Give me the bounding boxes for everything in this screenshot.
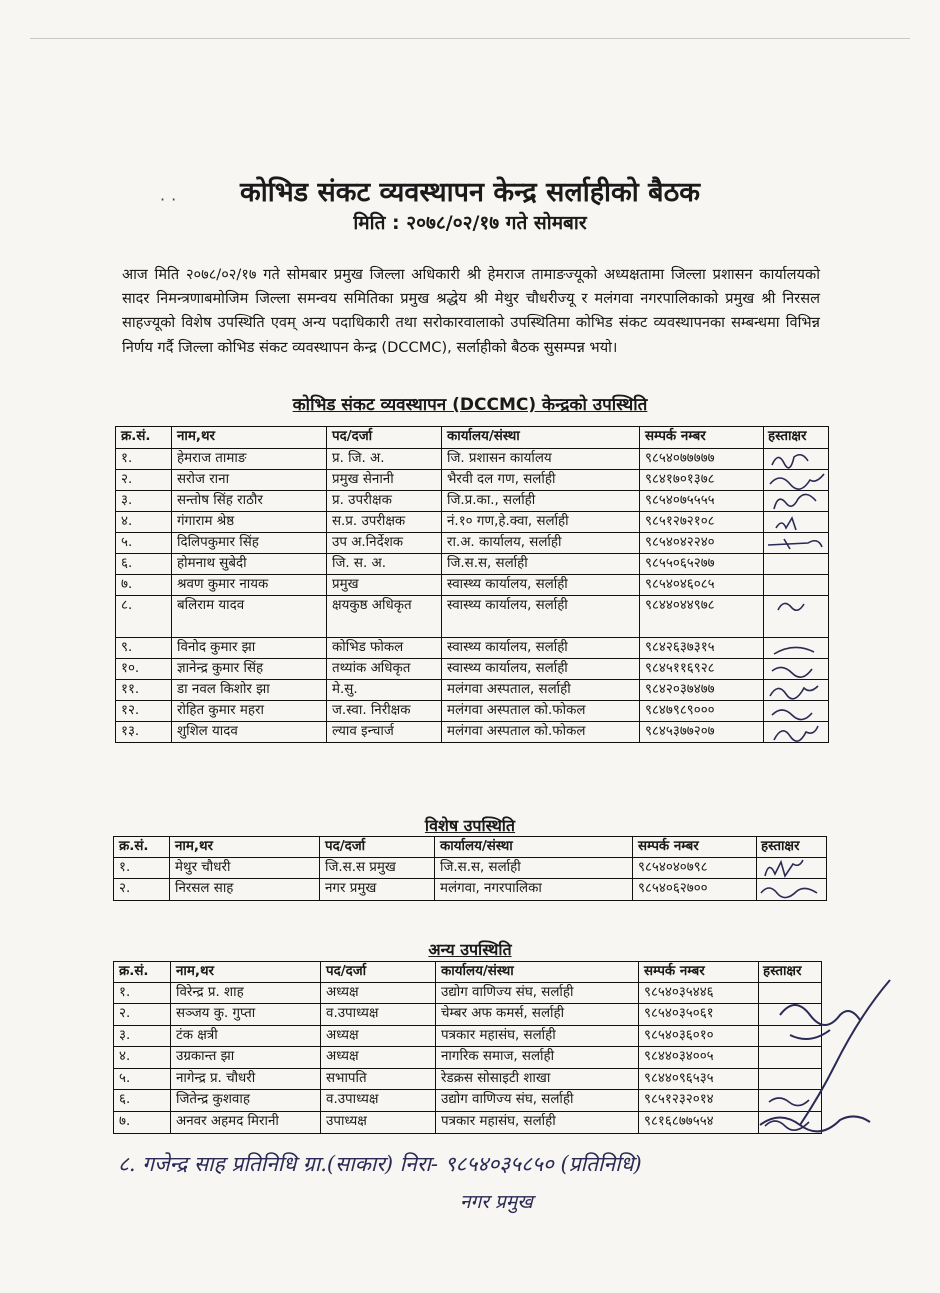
- cell-post: तथ्यांक अधिकृत: [327, 659, 442, 680]
- cell-office: जि.स.स, सर्लाही: [442, 554, 640, 575]
- col-sn: क्र.सं.: [114, 837, 170, 858]
- cell-sn: १३.: [116, 722, 172, 743]
- cell-name: जितेन्द्र कुशवाह: [171, 1090, 321, 1112]
- cell-name: रोहित कुमार महरा: [172, 701, 327, 722]
- table-row: [114, 1112, 822, 1134]
- cell-post: कोभिड फोकल: [327, 638, 442, 659]
- col-office: कार्यालय/संस्था: [435, 837, 633, 858]
- table-row: [114, 858, 827, 879]
- cell-office: स्वास्थ्य कार्यालय, सर्लाही: [442, 596, 640, 638]
- cell-post: व.उपाध्यक्ष: [321, 1004, 436, 1026]
- col-sign: हस्ताक्षर: [759, 962, 822, 983]
- cell-phone: ९८४५३७७२०७: [640, 722, 764, 743]
- cell-office: जि.प्र.का., सर्लाही: [442, 491, 640, 512]
- cell-post: ल्याव इन्चार्ज: [327, 722, 442, 743]
- handwritten-signature: [764, 596, 829, 618]
- cell-name: सन्तोष सिंह राठौर: [172, 491, 327, 512]
- cell-name: बलिराम यादव: [172, 596, 327, 638]
- cell-post: प्र. जि. अ.: [327, 449, 442, 470]
- table-row: [116, 491, 829, 512]
- cell-name: होमनाथ सुबेदी: [172, 554, 327, 575]
- signature-cell: [764, 512, 829, 533]
- signature-cell: [764, 701, 829, 722]
- cell-phone: ९८५५०६५२७७: [640, 554, 764, 575]
- cell-office: नं.१० गण,हे.क्वा, सर्लाही: [442, 512, 640, 533]
- handwritten-signature: [764, 638, 829, 659]
- cell-sn: ८.: [116, 596, 172, 638]
- col-phone: सम्पर्क नम्बर: [639, 962, 759, 983]
- signature-cell: [764, 491, 829, 512]
- signature-cell: [764, 659, 829, 680]
- intro-paragraph: आज मिति २०७८/०२/१७ गते सोमबार प्रमुख जिल्ला अधिकारी श्री हेमराज तामाङज्यूको अध्यक्षतामा जिल्ला प्रशासन कार्यालयको सादर निमन्त्रणाबमोजिम जिल्ला समन्वय समितिका प्रमुख श्रद्धेय श्री मेथुर चौधरीज्यू र मलंगवा नगरपालिकाको प्रमुख श्री निरसल साहज्यूको विशेष उपस्थिति एवम् अन्य पदाधिकारी तथा सरोकारवालाको उपस्थितिमा कोभिड संकट व्यवस्थापनका सम्बन्धमा विभिन्न निर्णय गर्दै जिल्ला कोभिड संकट व्यवस्थापन केन्द्र (DCCMC), सर्लाहीको बैठक सुसम्पन्न भयो।: [122, 266, 820, 356]
- cell-office: पत्रकार महासंघ, सर्लाही: [436, 1112, 639, 1134]
- scan-edge-line: [30, 38, 910, 39]
- handwritten-signature: [757, 879, 827, 901]
- cell-phone: ९८५१२७२१०८: [640, 512, 764, 533]
- table-row: [116, 701, 829, 722]
- cell-office: उद्योग वाणिज्य संघ, सर्लाही: [436, 1090, 639, 1112]
- cell-post: प्र. उपरीक्षक: [327, 491, 442, 512]
- cell-sn: ६.: [114, 1090, 171, 1112]
- cell-phone: ९८५१२३२०१४: [639, 1090, 759, 1112]
- table-row: [116, 722, 829, 743]
- table-row: [114, 1047, 822, 1069]
- group-signature-scribble: [740, 975, 920, 1135]
- cell-name: मेथुर चौधरी: [170, 858, 320, 879]
- section-special-title: विशेष उपस्थिति: [424, 816, 516, 835]
- cell-name: सरोज राना: [172, 470, 327, 491]
- cell-name: डा नवल किशोर झा: [172, 680, 327, 701]
- table-row: [114, 1004, 822, 1026]
- cell-post: सभापति: [321, 1069, 436, 1090]
- scan-specks: ··: [160, 190, 183, 209]
- table-row: [114, 879, 827, 901]
- cell-phone: ९८५४०३५४४६: [639, 983, 759, 1004]
- col-name: नाम,थर: [171, 962, 321, 983]
- signature-cell: [764, 680, 829, 701]
- table-row: [114, 1090, 822, 1112]
- dccmc-attendance-table: [115, 426, 829, 743]
- cell-sn: ५.: [116, 533, 172, 554]
- cell-post: जि. स. अ.: [327, 554, 442, 575]
- cell-name: गंगाराम श्रेष्ठ: [172, 512, 327, 533]
- cell-name: उग्रकान्त झा: [171, 1047, 321, 1069]
- cell-office: भैरवी दल गण, सर्लाही: [442, 470, 640, 491]
- table-row: [114, 1069, 822, 1090]
- signature-cell: [764, 470, 829, 491]
- cell-name: ज्ञानेन्द्र कुमार सिंह: [172, 659, 327, 680]
- cell-office: मलंगवा अस्पताल को.फोकल: [442, 701, 640, 722]
- cell-phone: ९८५४०३५०६१: [639, 1004, 759, 1026]
- cell-sn: १.: [116, 449, 172, 470]
- handwritten-signature: [764, 701, 829, 722]
- table-row: [116, 533, 829, 554]
- cell-phone: ९८४४०३४००५: [639, 1047, 759, 1069]
- table-row: [116, 512, 829, 533]
- cell-sn: २.: [114, 879, 170, 901]
- cell-phone: ९८४२६३७३१५: [640, 638, 764, 659]
- cell-sn: ४.: [114, 1047, 171, 1069]
- cell-sn: २.: [114, 1004, 171, 1026]
- cell-phone: ९८५४०७७७७७: [640, 449, 764, 470]
- col-sn: क्र.सं.: [116, 427, 172, 449]
- section-dccmc-title: कोभिड संकट व्यवस्थापन (DCCMC) केन्द्रको उपस्थिति: [292, 395, 648, 415]
- col-post: पद/दर्जा: [327, 427, 442, 449]
- cell-name: निरसल साह: [170, 879, 320, 901]
- cell-office: स्वास्थ्य कार्यालय, सर्लाही: [442, 659, 640, 680]
- cell-post: मे.सु.: [327, 680, 442, 701]
- cell-sn: ४.: [116, 512, 172, 533]
- handwritten-signature: [764, 512, 829, 533]
- col-office: कार्यालय/संस्था: [436, 962, 639, 983]
- cell-sn: १.: [114, 858, 170, 879]
- cell-sn: ९.: [116, 638, 172, 659]
- cell-name: विनोद कुमार झा: [172, 638, 327, 659]
- col-sign: हस्ताक्षर: [764, 427, 829, 449]
- cell-phone: ९८४५११६९२८: [640, 659, 764, 680]
- cell-office: पत्रकार महासंघ, सर्लाही: [436, 1026, 639, 1047]
- col-post: पद/दर्जा: [321, 962, 436, 983]
- cell-office: रा.अ. कार्यालय, सर्लाही: [442, 533, 640, 554]
- cell-post: नगर प्रमुख: [320, 879, 435, 901]
- table-row: [116, 470, 829, 491]
- handwritten-signature: [764, 491, 829, 512]
- cell-sn: २.: [116, 470, 172, 491]
- signature-cell: [764, 596, 829, 638]
- cell-post: प्रमुख: [327, 575, 442, 596]
- table-row: [116, 575, 829, 596]
- cell-post: ज.स्वा. निरीक्षक: [327, 701, 442, 722]
- cell-office: रेडक्रस सोसाइटी शाखा: [436, 1069, 639, 1090]
- cell-sn: ६.: [116, 554, 172, 575]
- cell-post: क्षयकुष्ठ अधिकृत: [327, 596, 442, 638]
- cell-office: मलंगवा अस्पताल को.फोकल: [442, 722, 640, 743]
- cell-office: नागरिक समाज, सर्लाही: [436, 1047, 639, 1069]
- cell-phone: ९८५४०७५५५५: [640, 491, 764, 512]
- cell-post: उप अ.निर्देशक: [327, 533, 442, 554]
- cell-name: दिलिपकुमार सिंह: [172, 533, 327, 554]
- meeting-title: कोभिड संकट व्यवस्थापन केन्द्र सर्लाहीको बैठक: [239, 177, 701, 208]
- col-phone: सम्पर्क नम्बर: [633, 837, 757, 858]
- cell-phone: ९८४७९८९०००: [640, 701, 764, 722]
- table-row: [116, 638, 829, 659]
- cell-sn: ७.: [116, 575, 172, 596]
- col-name: नाम,थर: [172, 427, 327, 449]
- signature-cell: [764, 722, 829, 743]
- cell-sn: १०.: [116, 659, 172, 680]
- cell-sn: १.: [114, 983, 171, 1004]
- cell-name: विरेन्द्र प्र. शाह: [171, 983, 321, 1004]
- table-header-row: [114, 962, 822, 983]
- table-row: [114, 983, 822, 1004]
- cell-phone: ९८४४०४४९७८: [640, 596, 764, 638]
- cell-phone: ९८५४०६२७००: [633, 879, 757, 901]
- handwritten-signature: [764, 722, 829, 743]
- cell-name: नागेन्द्र प्र. चौधरी: [171, 1069, 321, 1090]
- signature-cell: [764, 638, 829, 659]
- cell-office: उद्योग वाणिज्य संघ, सर्लाही: [436, 983, 639, 1004]
- cell-post: स.प्र. उपरीक्षक: [327, 512, 442, 533]
- table-header-row: [114, 837, 827, 858]
- cell-post: अध्यक्ष: [321, 1047, 436, 1069]
- other-attendance-table: [113, 961, 822, 1134]
- cell-office: मलंगवा, नगरपालिका: [435, 879, 633, 901]
- cell-office: मलंगवा अस्पताल, सर्लाही: [442, 680, 640, 701]
- cell-post: उपाध्यक्ष: [321, 1112, 436, 1134]
- cell-office: जि. प्रशासन कार्यालय: [442, 449, 640, 470]
- signature-cell: [757, 858, 827, 879]
- cell-post: जि.स.स प्रमुख: [320, 858, 435, 879]
- cell-sn: ३.: [114, 1026, 171, 1047]
- meeting-date: मिति : २०७८/०२/१७ गते सोमबार: [353, 212, 587, 234]
- cell-name: हेमराज तामाङ: [172, 449, 327, 470]
- signature-cell: [764, 533, 829, 554]
- cell-phone: ९८१६८७७५५४: [639, 1112, 759, 1134]
- signature-cell: [764, 449, 829, 470]
- cell-post: प्रमुख सेनानी: [327, 470, 442, 491]
- section-other-title: अन्य उपस्थिति: [428, 940, 512, 959]
- cell-name: अनवर अहमद मिरानी: [171, 1112, 321, 1134]
- cell-office: स्वास्थ्य कार्यालय, सर्लाही: [442, 638, 640, 659]
- handwritten-note-line: ८. गजेन्द्र साह प्रतिनिधि ग्रा.(साकार) निरा- ९८५४०३५८५० (प्रतिनिधि): [118, 1152, 642, 1176]
- cell-sn: ३.: [116, 491, 172, 512]
- signature-cell: [757, 879, 827, 901]
- cell-office: जि.स.स, सर्लाही: [435, 858, 633, 879]
- handwritten-signature: [764, 449, 829, 470]
- cell-phone: ९८४१७०१३७८: [640, 470, 764, 491]
- handwritten-signature: [764, 659, 829, 680]
- col-sign: हस्ताक्षर: [757, 837, 827, 858]
- cell-phone: ९८५४०४०७९८: [633, 858, 757, 879]
- signature-cell: [764, 554, 829, 575]
- cell-sn: १२.: [116, 701, 172, 722]
- cell-sn: ५.: [114, 1069, 171, 1090]
- cell-phone: ९८५४०४६०८५: [640, 575, 764, 596]
- table-row: [116, 659, 829, 680]
- table-header-row: [116, 427, 829, 449]
- col-name: नाम,थर: [170, 837, 320, 858]
- cell-phone: ९८४२०३७४७७: [640, 680, 764, 701]
- cell-phone: ९८५४०३६०१०: [639, 1026, 759, 1047]
- cell-sn: ७.: [114, 1112, 171, 1134]
- table-row: [116, 449, 829, 470]
- cell-post: अध्यक्ष: [321, 983, 436, 1004]
- handwritten-note-line-2: नगर प्रमुख: [460, 1191, 533, 1213]
- cell-phone: ९८४४०९६५३५: [639, 1069, 759, 1090]
- cell-post: व.उपाध्यक्ष: [321, 1090, 436, 1112]
- handwritten-signature: [757, 858, 827, 879]
- table-row: [116, 680, 829, 701]
- handwritten-signature: [764, 680, 829, 701]
- cell-office: चेम्बर अफ कमर्स, सर्लाही: [436, 1004, 639, 1026]
- col-sn: क्र.सं.: [114, 962, 171, 983]
- cell-name: सञ्जय कु. गुप्ता: [171, 1004, 321, 1026]
- cell-post: अध्यक्ष: [321, 1026, 436, 1047]
- cell-name: टंक क्षत्री: [171, 1026, 321, 1047]
- col-post: पद/दर्जा: [320, 837, 435, 858]
- handwritten-signature: [764, 533, 829, 554]
- cell-name: शुशिल यादव: [172, 722, 327, 743]
- cell-phone: ९८५४०४२२४०: [640, 533, 764, 554]
- signature-cell: [764, 575, 829, 596]
- special-attendance-table: [113, 836, 827, 901]
- col-office: कार्यालय/संस्था: [442, 427, 640, 449]
- cell-sn: ११.: [116, 680, 172, 701]
- table-row: [114, 1026, 822, 1047]
- cell-name: श्रवण कुमार नायक: [172, 575, 327, 596]
- table-row: [116, 554, 829, 575]
- handwritten-signature: [764, 470, 829, 491]
- col-phone: सम्पर्क नम्बर: [640, 427, 764, 449]
- table-row: [116, 596, 829, 638]
- cell-office: स्वास्थ्य कार्यालय, सर्लाही: [442, 575, 640, 596]
